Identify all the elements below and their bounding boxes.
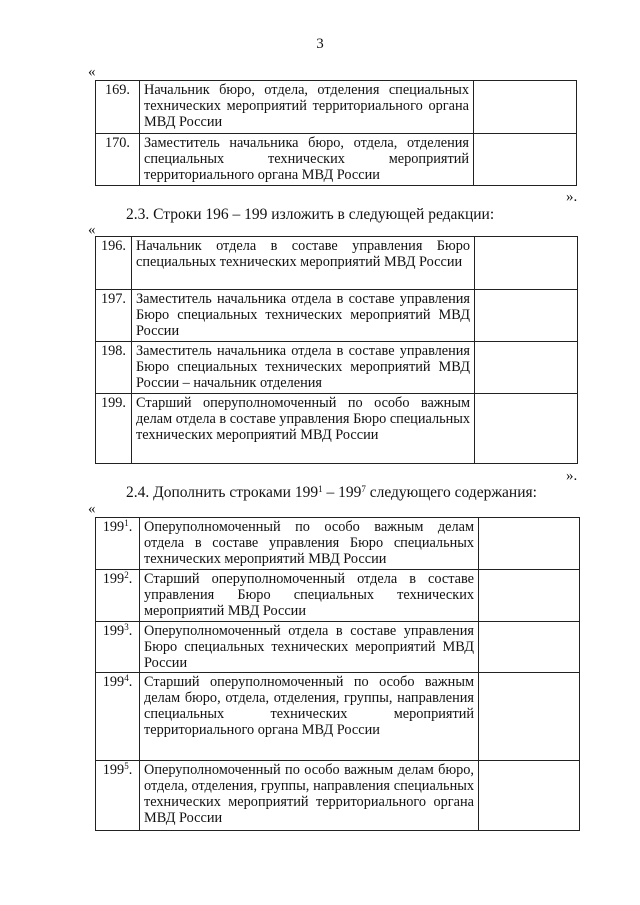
position-title: Оперуполномоченный по особо важным делам бюро, отдела, отделения, группы, направления специальных технических мероприятий территориального органа МВД России: [140, 761, 479, 831]
row-number: $199^4$.: [96, 673, 140, 761]
row-number-sup: 4: [124, 673, 129, 683]
para-2-4-dash: – 199: [322, 484, 362, 501]
table-row: [96, 394, 578, 464]
row-number: 199.: [96, 394, 132, 464]
table-row: [96, 81, 577, 134]
row-number: 197.: [96, 290, 132, 342]
position-title: Оперуполномоченный отдела в составе управления Бюро специальных технических мероприятий МВД России: [140, 622, 479, 673]
empty-cell: [474, 81, 577, 134]
table-row: [96, 134, 577, 186]
empty-cell: [474, 134, 577, 186]
para-2-4-sup-end: 7: [361, 484, 366, 494]
opening-quote: «: [88, 64, 96, 80]
position-title: Начальник бюро, отдела, отделения специальных технических мероприятий территориального органа МВД России: [140, 81, 474, 134]
empty-cell: [475, 394, 578, 464]
empty-cell: [479, 518, 580, 570]
empty-cell: [475, 342, 578, 394]
position-title: Оперуполномоченный по особо важным делам отдела в составе управления Бюро специальных технических мероприятий МВД России: [140, 518, 479, 570]
position-title: Начальник отдела в составе управления Бюро специальных технических мероприятий МВД России: [132, 237, 475, 290]
table-row: [96, 570, 580, 622]
row-number-sup: 5: [124, 761, 129, 771]
table-row: [96, 622, 580, 673]
position-title: Старший оперуполномоченный по особо важным делам отдела в составе управления Бюро специальных технических мероприятий МВД России: [132, 394, 475, 464]
para-2-4-suffix: следующего содержания:: [365, 484, 537, 501]
empty-cell: [475, 290, 578, 342]
closing-quote: ».: [566, 189, 578, 205]
row-number-sup: 1: [124, 518, 129, 528]
amendment-table-3: [95, 517, 580, 831]
table-row: [96, 518, 580, 570]
table-row: [96, 237, 578, 290]
empty-cell: [479, 761, 580, 831]
row-number: 196.: [96, 237, 132, 290]
position-title: Заместитель начальника отдела в составе управления Бюро специальных технических мероприятий МВД России: [132, 290, 475, 342]
table-row: [96, 761, 580, 831]
empty-cell: [479, 570, 580, 622]
empty-cell: [475, 237, 578, 290]
table-row: [96, 342, 578, 394]
page-number: 3: [316, 36, 324, 52]
para-2-4-prefix: 2.4. Дополнить строками 199: [126, 484, 319, 501]
opening-quote: «: [88, 222, 96, 238]
row-number-sup: 2: [124, 570, 129, 580]
row-number-sup: 3: [124, 622, 129, 632]
row-number: 170.: [96, 134, 140, 186]
table-row: [96, 290, 578, 342]
row-number: $199^2$.: [96, 570, 140, 622]
table-row: [96, 673, 580, 761]
row-number: 198.: [96, 342, 132, 394]
empty-cell: [479, 622, 580, 673]
amendment-table-2: [95, 236, 578, 464]
opening-quote: «: [88, 501, 96, 517]
amendment-table-1: [95, 80, 577, 186]
closing-quote: ».: [566, 468, 578, 484]
position-title: Заместитель начальника бюро, отдела, отделения специальных технических мероприятий территориального органа МВД России: [140, 134, 474, 186]
empty-cell: [479, 673, 580, 761]
paragraph-2-4: [126, 484, 537, 502]
row-number: $199^5$.: [96, 761, 140, 831]
position-title: Заместитель начальника отдела в составе управления Бюро специальных технических мероприятий МВД России – начальник отделения: [132, 342, 475, 394]
paragraph-2-3: 2.3. Строки 196 – 199 изложить в следующей редакции:: [126, 206, 495, 223]
position-title: Старший оперуполномоченный отдела в составе управления Бюро специальных технических мероприятий МВД России: [140, 570, 479, 622]
row-number: $199^1$.: [96, 518, 140, 570]
position-title: Старший оперуполномоченный по особо важным делам бюро, отдела, отделения, группы, направления специальных технических мероприятий территориального органа МВД России: [140, 673, 479, 761]
para-2-4-sup-start: 1: [318, 484, 323, 494]
row-number: 169.: [96, 81, 140, 134]
row-number: $199^3$.: [96, 622, 140, 673]
